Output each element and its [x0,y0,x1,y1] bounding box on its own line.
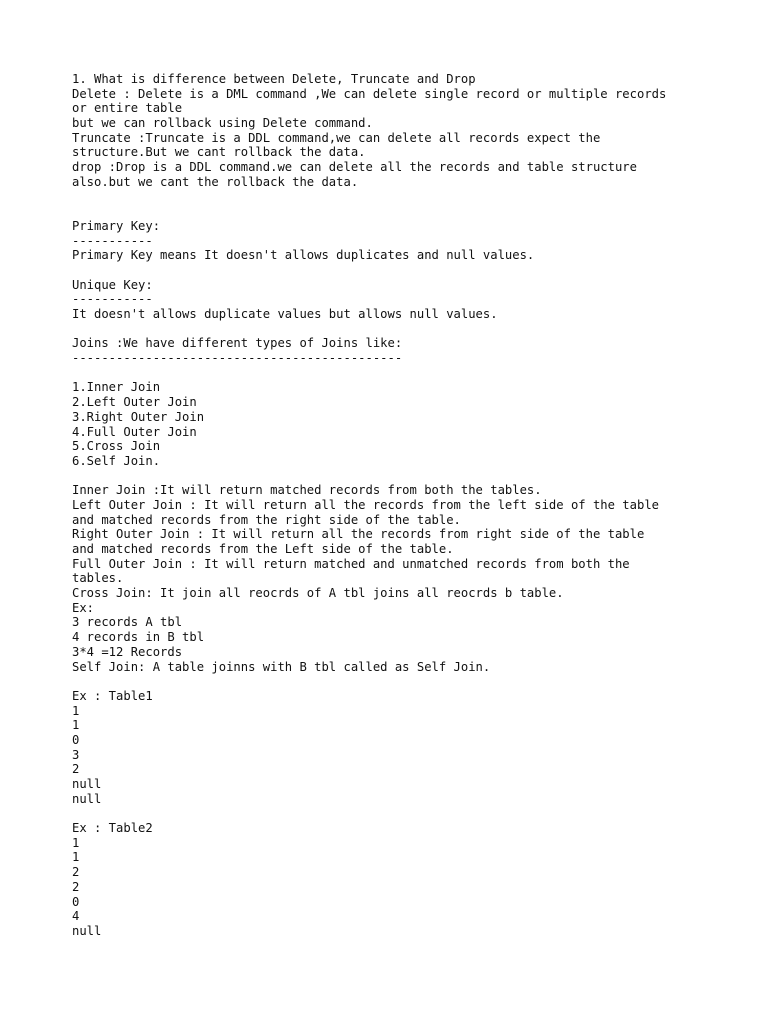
text-line: 0 [72,732,80,747]
text-line: Ex: [72,600,95,615]
text-line: 3*4 =12 Records [72,644,183,659]
text-line: Truncate :Truncate is a DDL command,we can delete all records expect the [72,130,601,145]
text-line: It doesn't allows duplicate values but allows null values. [72,307,498,321]
text-line: structure.But we cant rollback the data. [72,145,366,160]
text-line [72,322,732,337]
text-line [72,263,732,278]
text-line: 1. What is difference between Delete, Truncate and Drop [72,72,476,86]
text-line: null [72,791,102,806]
text-line: Self Join: A table joinns with B tbl called as Self Join. [72,659,491,674]
text-line: 4 [72,909,80,924]
text-line: but we can rollback using Delete command. [72,116,373,131]
text-line: Primary Key means It doesn't allows duplicates and null values. [72,248,535,263]
text-line: Ex : Table2 [72,821,153,836]
text-line: 1 [72,718,80,733]
text-line: Ex : Table1 [72,688,153,703]
text-line: Primary Key: [72,218,161,233]
text-line: 5.Cross Join [72,439,161,454]
document-page [72,72,732,939]
text-line: drop :Drop is a DDL command.we can delete all the records and table structure [72,160,637,175]
text-line: 4.Full Outer Join [72,424,197,439]
text-line: 3.Right Outer Join [72,409,205,424]
text-line [72,366,732,381]
text-line: Full Outer Join : It will return matched and unmatched records from both the [72,556,630,571]
text-line [72,204,732,219]
text-line: also.but we cant the rollback the data. [72,174,359,189]
text-line: 1 [72,850,80,865]
text-line: Joins :We have different types of Joins like: [72,336,403,351]
text-line [72,674,732,689]
text-line: Right Outer Join : It will return all the records from right side of the table [72,527,645,542]
text-line: ----------- [72,292,153,307]
text-line [72,806,732,821]
text-line: 3 records A tbl [72,615,183,630]
text-line [72,190,732,205]
text-line: 1.Inner Join [72,380,161,395]
text-line: 4 records in B tbl [72,630,205,645]
text-line: null [72,923,102,938]
text-line: Left Outer Join : It will return all the records from the left side of the table [72,497,659,512]
text-line: null [72,777,102,791]
text-line [72,469,732,484]
text-line: and matched records from the right side of the table. [72,512,461,527]
text-line: --------------------------------------------- [72,351,403,366]
text-line: Cross Join: It join all reocrds of A tbl joins all reocrds b table. [72,586,564,601]
text-line: ----------- [72,233,153,248]
text-line: or entire table [72,101,183,116]
text-line: 1 [72,835,80,850]
text-line: 2 [72,879,80,894]
text-line: 6.Self Join. [72,453,161,468]
text-line: tables. [72,571,124,586]
text-line: Inner Join :It will return matched records from both the tables. [72,483,542,498]
text-line: 2.Left Outer Join [72,395,197,410]
text-line: 3 [72,747,80,762]
text-line: Delete : Delete is a DML command ,We can delete single record or multiple records [72,86,667,101]
text-line: 2 [72,865,80,880]
text-line: 0 [72,894,80,909]
text-line: 1 [72,703,80,718]
text-line: 2 [72,762,80,777]
text-line: Unique Key: [72,277,153,292]
text-line: and matched records from the Left side of the table. [72,542,454,556]
